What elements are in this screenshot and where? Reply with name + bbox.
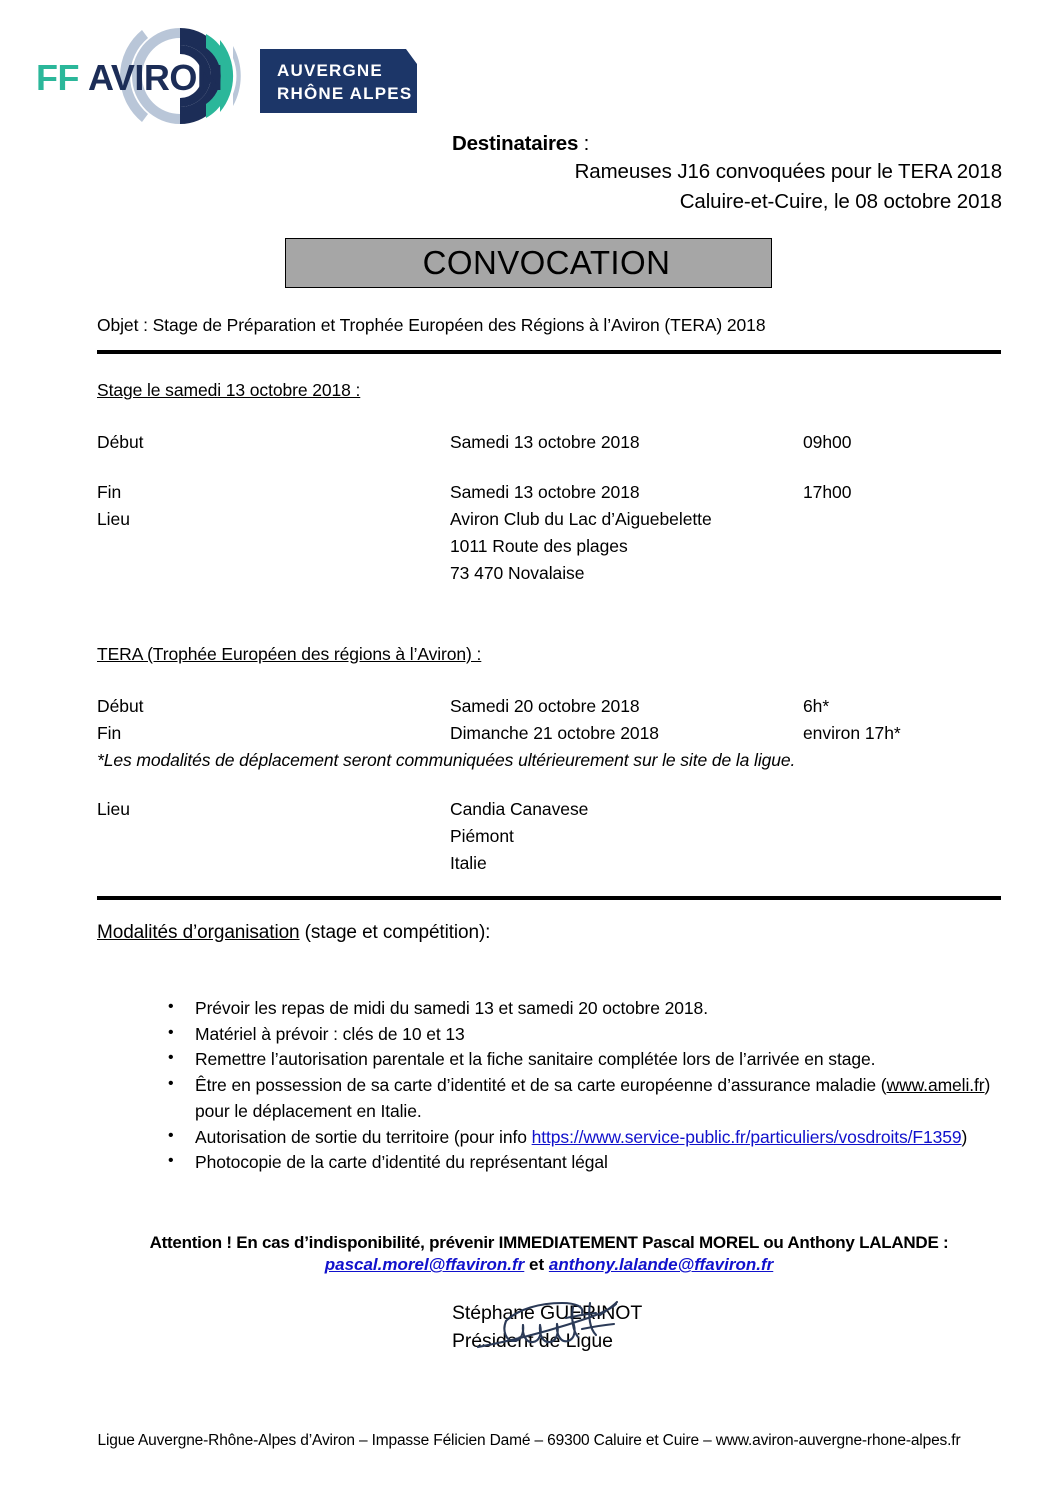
modalites-heading-rest: (stage et compétition): <box>299 922 491 943</box>
stage-row-debut <box>97 432 1001 453</box>
email-link-pascal-morel[interactable]: pascal.morel@ffaviron.fr <box>324 1255 525 1275</box>
tera-place-value-city: Candia Canavese <box>450 799 589 819</box>
stage-row-fin <box>97 482 1001 503</box>
tera-footnote: *Les modalités de déplacement seront communiquées ultérieurement sur le site de la ligue. <box>97 750 796 770</box>
tera-row-fin-time: environ 17h* <box>803 723 901 743</box>
stage-row-address2-label <box>97 563 450 584</box>
stage-row-address2-value: 73 470 Novalaise <box>450 563 585 583</box>
modalites-bullet-item <box>162 1125 1001 1151</box>
modalites-heading-underlined: Modalités d’organisation <box>97 922 300 943</box>
logo-text-ff: FF <box>36 57 79 98</box>
tera-row-debut-value: Samedi 20 octobre 2018 <box>450 696 640 716</box>
tera-place-label: Lieu <box>97 799 130 819</box>
modalites-bullet-item <box>162 1047 1001 1073</box>
modalites-bullet-item <box>162 996 1001 1022</box>
document-body <box>97 315 1001 1356</box>
objet-line: Objet : Stage de Préparation et Trophée Européen des Régions à l’Aviron (TERA) 2018 <box>97 315 766 335</box>
tera-place-spacer-2 <box>803 826 1001 847</box>
tera-section-heading-text: TERA (Trophée Européen des régions à l’Aviron) : <box>97 644 482 664</box>
signer-role: Président de Ligue <box>452 1330 613 1353</box>
stage-row-lieu-value: Aviron Club du Lac d’Aiguebelette <box>450 509 712 529</box>
tera-row-debut-label: Début <box>97 696 144 716</box>
ffaviron-logo <box>30 24 420 128</box>
logo-graphic <box>30 24 420 128</box>
stage-row-fin-label: Fin <box>97 482 122 502</box>
stage-row-address1 <box>97 536 1001 557</box>
tera-place-spacer-1 <box>803 799 1001 820</box>
stage-section-heading-text: Stage le samedi 13 octobre 2018 : <box>97 380 361 400</box>
recipients-line: Rameuses J16 convoquées pour le TERA 2018 <box>574 160 1002 184</box>
stage-row-lieu-time <box>803 509 1001 530</box>
bullet-text-segment: Matériel à prévoir : clés de 10 et 13 <box>195 1023 465 1044</box>
convocation-title-text: CONVOCATION <box>422 244 671 281</box>
modalites-bullet-item <box>162 1150 1001 1176</box>
destinataires-block <box>452 130 1002 217</box>
stage-row-fin-value: Samedi 13 octobre 2018 <box>450 482 640 502</box>
tera-row-debut-time: 6h* <box>803 696 830 716</box>
convocation-title-box <box>285 238 772 288</box>
tera-place-label-blank-1 <box>97 826 450 847</box>
tera-row-debut <box>97 696 1001 717</box>
tera-place-spacer-3 <box>803 853 1001 874</box>
stage-row-fin-time: 17h00 <box>803 482 852 502</box>
stage-row-lieu-label: Lieu <box>97 509 130 529</box>
tera-place-label-blank-2 <box>97 853 450 874</box>
email-separator: et <box>524 1255 549 1275</box>
stage-section-heading <box>97 380 1001 401</box>
bullet-link-ameli[interactable]: www.ameli.fr <box>886 1075 985 1096</box>
signature-icon <box>470 1285 640 1357</box>
stage-row-address1-time <box>803 536 1001 557</box>
logo-region-line2: RHÔNE ALPES <box>277 84 413 103</box>
tera-place-row-3 <box>97 853 1001 874</box>
modalites-bullet-list <box>97 996 1001 1176</box>
bullet-text-segment: Autorisation de sortie du territoire (pour info <box>195 1126 532 1147</box>
modalites-bullet-item <box>162 1073 1001 1124</box>
stage-row-debut-value: Samedi 13 octobre 2018 <box>450 432 640 452</box>
bullet-text-segment: ) <box>961 1126 968 1147</box>
tera-row-fin-label: Fin <box>97 723 122 743</box>
logo-region-line1: AUVERGNE <box>277 61 383 80</box>
signer-name: Stéphane GUERINOT <box>452 1302 643 1325</box>
attention-emails <box>97 1255 1001 1275</box>
tera-row-fin-value: Dimanche 21 octobre 2018 <box>450 723 659 743</box>
place-date-line: Caluire-et-Cuire, le 08 octobre 2018 <box>679 190 1002 214</box>
logo-text-aviron: AVIRON <box>88 57 223 98</box>
tera-place-row-2 <box>97 826 1001 847</box>
tera-place-row-1 <box>97 799 1001 820</box>
tera-section-heading <box>97 644 1001 665</box>
tera-place-value-region: Piémont <box>450 826 514 846</box>
stage-row-debut-time: 09h00 <box>803 432 852 452</box>
bullet-text-segment: ) pour le déplacement en Italie. <box>195 1075 991 1121</box>
stage-row-debut-label: Début <box>97 432 144 452</box>
bullet-text-segment: Photocopie de la carte d’identité du représentant légal <box>195 1152 608 1173</box>
destinataires-colon: : <box>578 132 590 155</box>
page-footer: Ligue Auvergne-Rhône-Alpes d’Aviron – Impasse Félicien Damé – 69300 Caluire et Cuire – www.aviron-auvergne-rhone-alpes.fr <box>97 1432 961 1449</box>
stage-row-address2 <box>97 563 1001 584</box>
stage-row-address1-label <box>97 536 450 557</box>
bullet-text-segment: Prévoir les repas de midi du samedi 13 et samedi 20 octobre 2018. <box>195 998 708 1018</box>
stage-row-lieu <box>97 509 1001 530</box>
destinataires-label: Destinataires <box>452 132 579 155</box>
stage-row-address2-time <box>803 563 1001 584</box>
destinataires-title <box>452 130 1002 157</box>
bullet-text-segment: Être en possession de sa carte d’identité et de sa carte européenne d’assurance maladie ( <box>195 1075 887 1096</box>
handwritten-signature <box>470 1285 640 1357</box>
modalites-heading <box>97 922 1001 944</box>
attention-line: Attention ! En cas d’indisponibilité, prévenir IMMEDIATEMENT Pascal MOREL ou Anthony LALANDE : <box>149 1233 949 1253</box>
bullet-link-service-public[interactable]: https://www.service-public.fr/particuliers/vosdroits/F1359 <box>531 1126 962 1147</box>
modalites-bullet-item <box>162 1022 1001 1048</box>
bullet-text-segment: Remettre l’autorisation parentale et la fiche sanitaire complétée lors de l’arrivée en stage. <box>195 1049 876 1070</box>
email-link-anthony-lalande[interactable]: anthony.lalande@ffaviron.fr <box>548 1255 774 1275</box>
tera-place-value-country: Italie <box>450 853 487 873</box>
stage-row-address1-value: 1011 Route des plages <box>450 536 628 556</box>
tera-row-fin <box>97 723 1001 744</box>
